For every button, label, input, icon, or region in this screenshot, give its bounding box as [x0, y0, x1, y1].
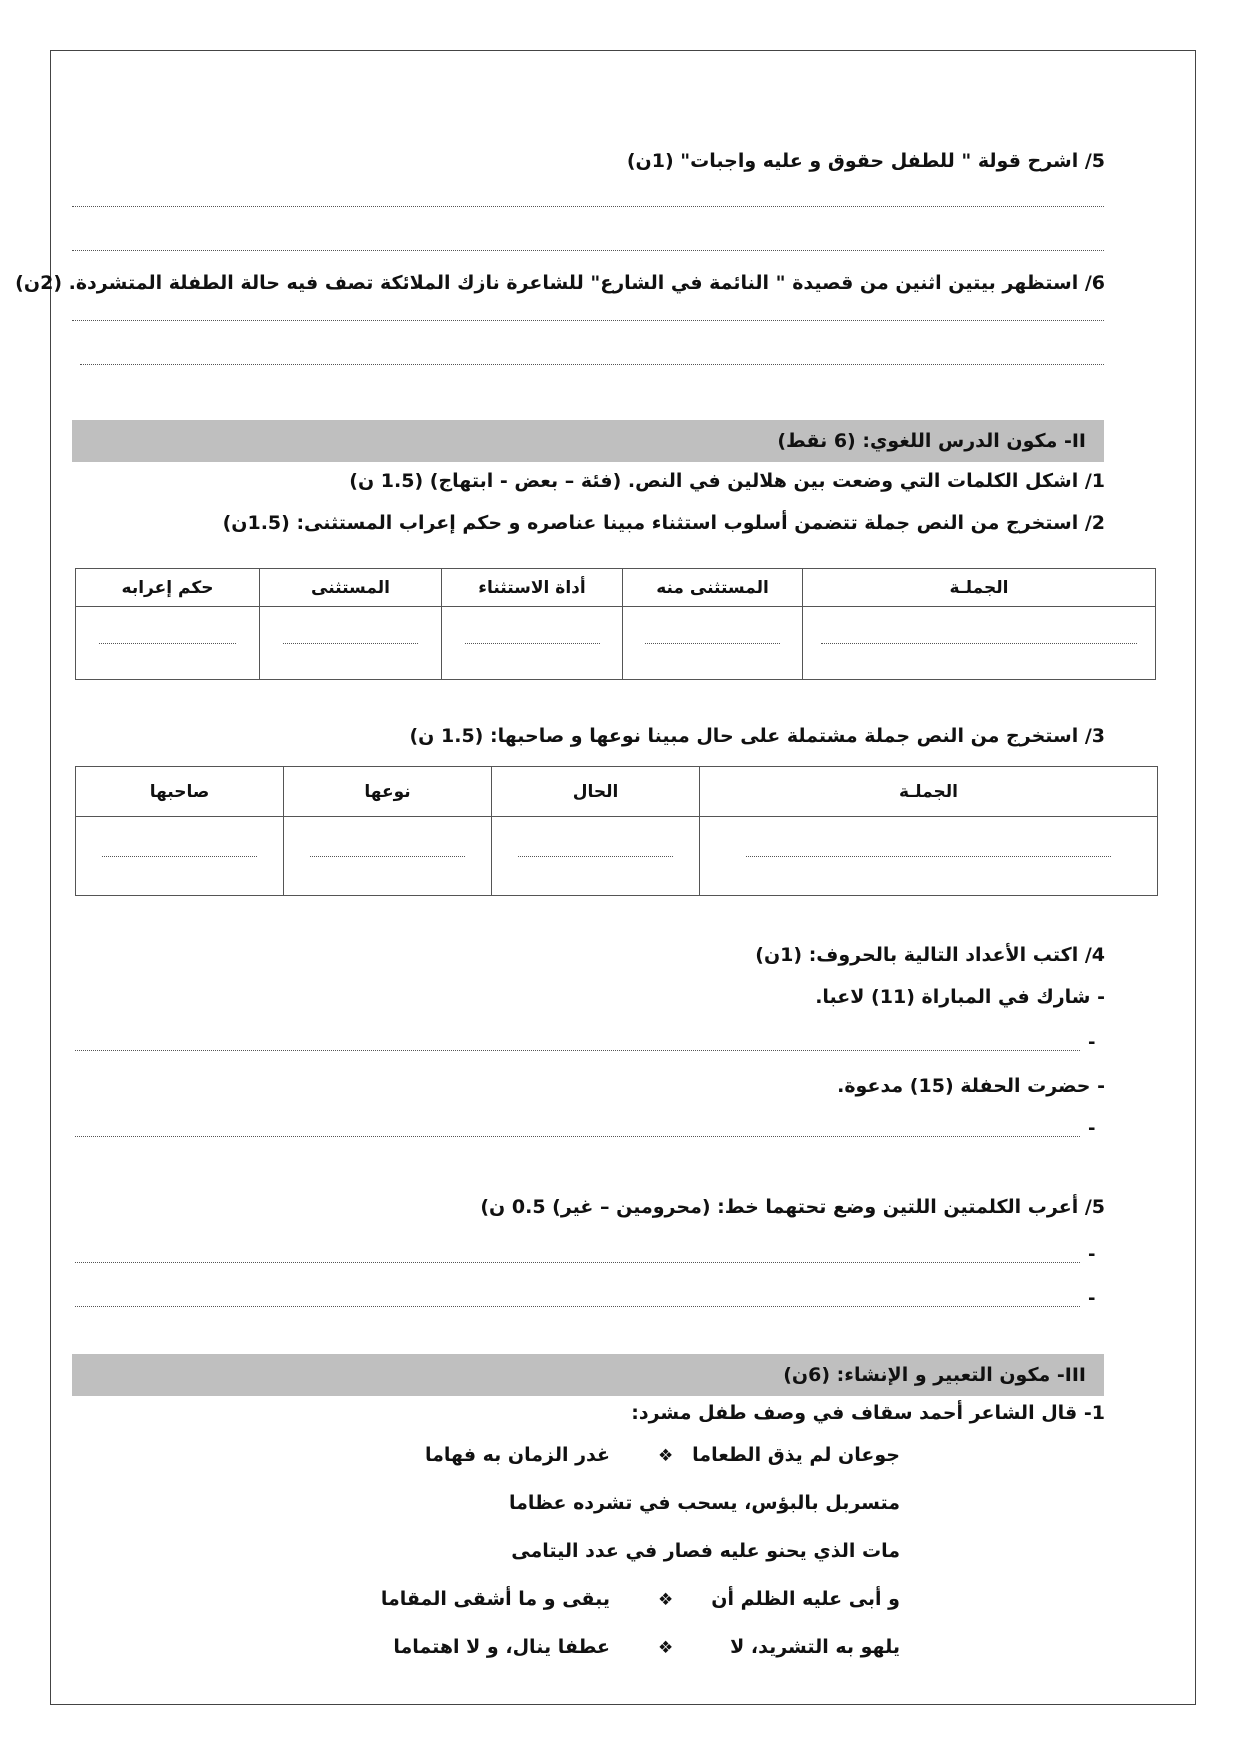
table-cell[interactable]	[76, 817, 284, 896]
poem-line-2: متسربل بالبؤس، يسحب في تشرده عظاما	[508, 1492, 900, 1514]
poem-line-5-right: يلهو به التشريد، لا	[730, 1636, 900, 1658]
number-sentence-1: - شارك في المباراة (11) لاعبا.	[815, 986, 1105, 1008]
dash-marker: -	[1088, 1288, 1096, 1309]
section-2-question-4: 4/ اكتب الأعداد التالية بالحروف: (1ن)	[755, 944, 1105, 966]
table-header: المستثنى	[260, 569, 442, 607]
table-cell[interactable]	[284, 817, 492, 896]
poem-line-3: مات الذي يحنو عليه فصار في عدد اليتامى	[511, 1540, 900, 1562]
table-cell[interactable]	[442, 607, 623, 680]
poem-line-5-left: عطفا ينال، و لا اهتماما	[393, 1636, 610, 1658]
dash-marker: -	[1088, 1244, 1096, 1265]
table-header: الجملـة	[700, 767, 1158, 817]
answer-line[interactable]	[72, 250, 1104, 251]
section-2-question-2: 2/ استخرج من النص جملة تتضمن أسلوب استثناء مبينا عناصره و حكم إعراب المستثنى: (1.5ن)	[222, 512, 1105, 534]
poem-line-4-left: يبقى و ما أشقى المقاما	[380, 1588, 610, 1610]
table-header: صاحبها	[76, 767, 284, 817]
section-2-question-3: 3/ استخرج من النص جملة مشتملة على حال مبينا نوعها و صاحبها: (1.5 ن)	[409, 725, 1105, 747]
section-2-header: II- مكون الدرس اللغوي: (6 نقط)	[72, 420, 1104, 462]
separator-icon: ❖	[658, 1590, 674, 1610]
answer-line[interactable]	[75, 1262, 1080, 1263]
answer-line[interactable]	[75, 1050, 1080, 1051]
table-cell[interactable]	[803, 607, 1156, 680]
table-header: المستثنى منه	[623, 569, 803, 607]
section-2-question-5: 5/ أعرب الكلمتين اللتين وضع تحتهما خط: (محرومين – غير) 0.5 ن)	[480, 1196, 1105, 1218]
answer-line[interactable]	[80, 364, 1104, 365]
section-3-question-1: 1- قال الشاعر أحمد سقاف في وصف طفل مشرد:	[631, 1402, 1105, 1424]
table-header: أداة الاستثناء	[442, 569, 623, 607]
poem-line-1-right: جوعان لم يذق الطعاما	[692, 1444, 900, 1466]
table-cell[interactable]	[492, 817, 700, 896]
number-sentence-2: - حضرت الحفلة (15) مدعوة.	[837, 1075, 1105, 1097]
table-cell[interactable]	[260, 607, 442, 680]
dash-marker: -	[1088, 1032, 1096, 1053]
table-cell[interactable]	[623, 607, 803, 680]
table-cell[interactable]	[76, 607, 260, 680]
table-header: الحال	[492, 767, 700, 817]
exception-table	[75, 568, 1156, 680]
question-5: 5/ اشرح قولة " للطفل حقوق و عليه واجبات" (1ن)	[626, 150, 1105, 172]
table-header: الجملـة	[803, 569, 1156, 607]
section-3-header: III- مكون التعبير و الإنشاء: (6ن)	[72, 1354, 1104, 1396]
poem-line-4-right: و أبى عليه الظلم أن	[711, 1588, 900, 1610]
answer-line[interactable]	[72, 320, 1104, 321]
state-table	[75, 766, 1158, 896]
answer-line[interactable]	[72, 206, 1104, 207]
table-header: حكم إعرابه	[76, 569, 260, 607]
separator-icon: ❖	[658, 1446, 674, 1466]
table-header: نوعها	[284, 767, 492, 817]
section-2-question-1: 1/ اشكل الكلمات التي وضعت بين هلالين في النص. (فئة – بعض - ابتهاج) (1.5 ن)	[349, 470, 1105, 492]
dash-marker: -	[1088, 1118, 1096, 1139]
table-cell[interactable]	[700, 817, 1158, 896]
answer-line[interactable]	[75, 1306, 1080, 1307]
separator-icon: ❖	[658, 1638, 674, 1658]
question-6: 6/ استظهر بيتين اثنين من قصيدة " النائمة في الشارع" للشاعرة نازك الملائكة تصف فيه حالة الطفلة المتشردة. (2ن)	[15, 272, 1105, 294]
answer-line[interactable]	[75, 1136, 1080, 1137]
poem-line-1-left: غدر الزمان به فهاما	[425, 1444, 610, 1466]
